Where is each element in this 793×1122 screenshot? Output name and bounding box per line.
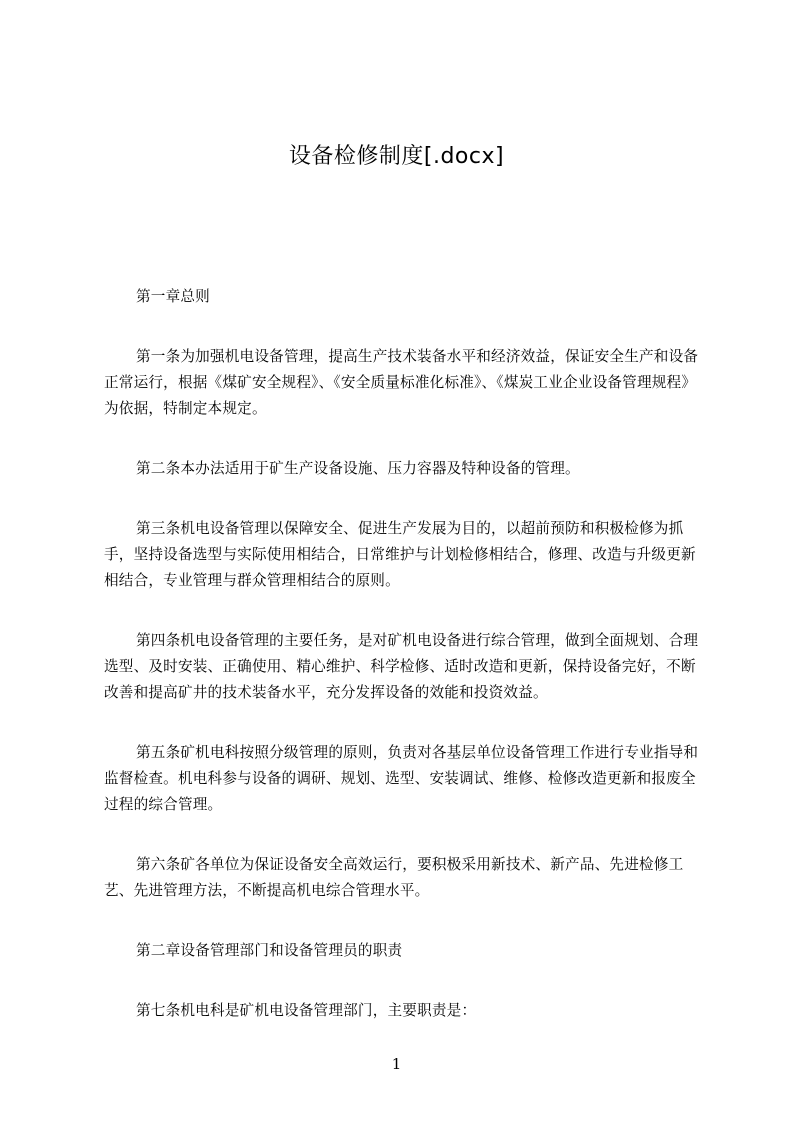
document-body bbox=[104, 284, 704, 1024]
article-paragraph: 第一条为加强机电设备管理，提高生产技术装备水平和经济效益，保证安全生产和设备正常运行，根据《煤矿安全规程》、《安全质量标准化标准》、《煤炭工业企业设备管理规程》为依据，特制定本规定。 bbox=[104, 348, 699, 417]
document-title: 设备检修制度[.docx] bbox=[288, 144, 505, 169]
article-paragraph: 第六条矿各单位为保证设备安全高效运行，要积极采用新技术、新产品、先进检修工艺、先进管理方法，不断提高机电综合管理水平。 bbox=[104, 856, 684, 899]
article-paragraph: 第五条矿机电科按照分级管理的原则，负责对各基层单位设备管理工作进行专业指导和监督检查。机电科参与设备的调研、规划、选型、安装调试、维修、检修改造更新和报废全过程的综合管理。 bbox=[104, 744, 699, 813]
page-number: 1 bbox=[391, 1055, 402, 1073]
article-paragraph: 第二条本办法适用于矿生产设备设施、压力容器及特种设备的管理。 bbox=[136, 460, 580, 477]
chapter-heading: 第二章设备管理部门和设备管理员的职责 bbox=[136, 942, 403, 959]
article-paragraph: 第三条机电设备管理以保障安全、促进生产发展为目的，以超前预防和积极检修为抓手，坚持设备选型与实际使用相结合，日常维护与计划检修相结合，修理、改造与升级更新相结合，专业管理与群众管理相结合的原则。 bbox=[104, 520, 696, 589]
article-paragraph: 第七条机电科是矿机电设备管理部门，主要职责是： bbox=[136, 1002, 477, 1019]
article-paragraph: 第四条机电设备管理的主要任务，是对矿机电设备进行综合管理，做到全面规划、合理选型、及时安装、正确使用、精心维护、科学检修、适时改造和更新，保持设备完好，不断改善和提高矿井的技术装备水平，充分发挥设备的效能和投资效益。 bbox=[104, 632, 699, 701]
chapter-heading: 第一章总则 bbox=[136, 288, 210, 305]
